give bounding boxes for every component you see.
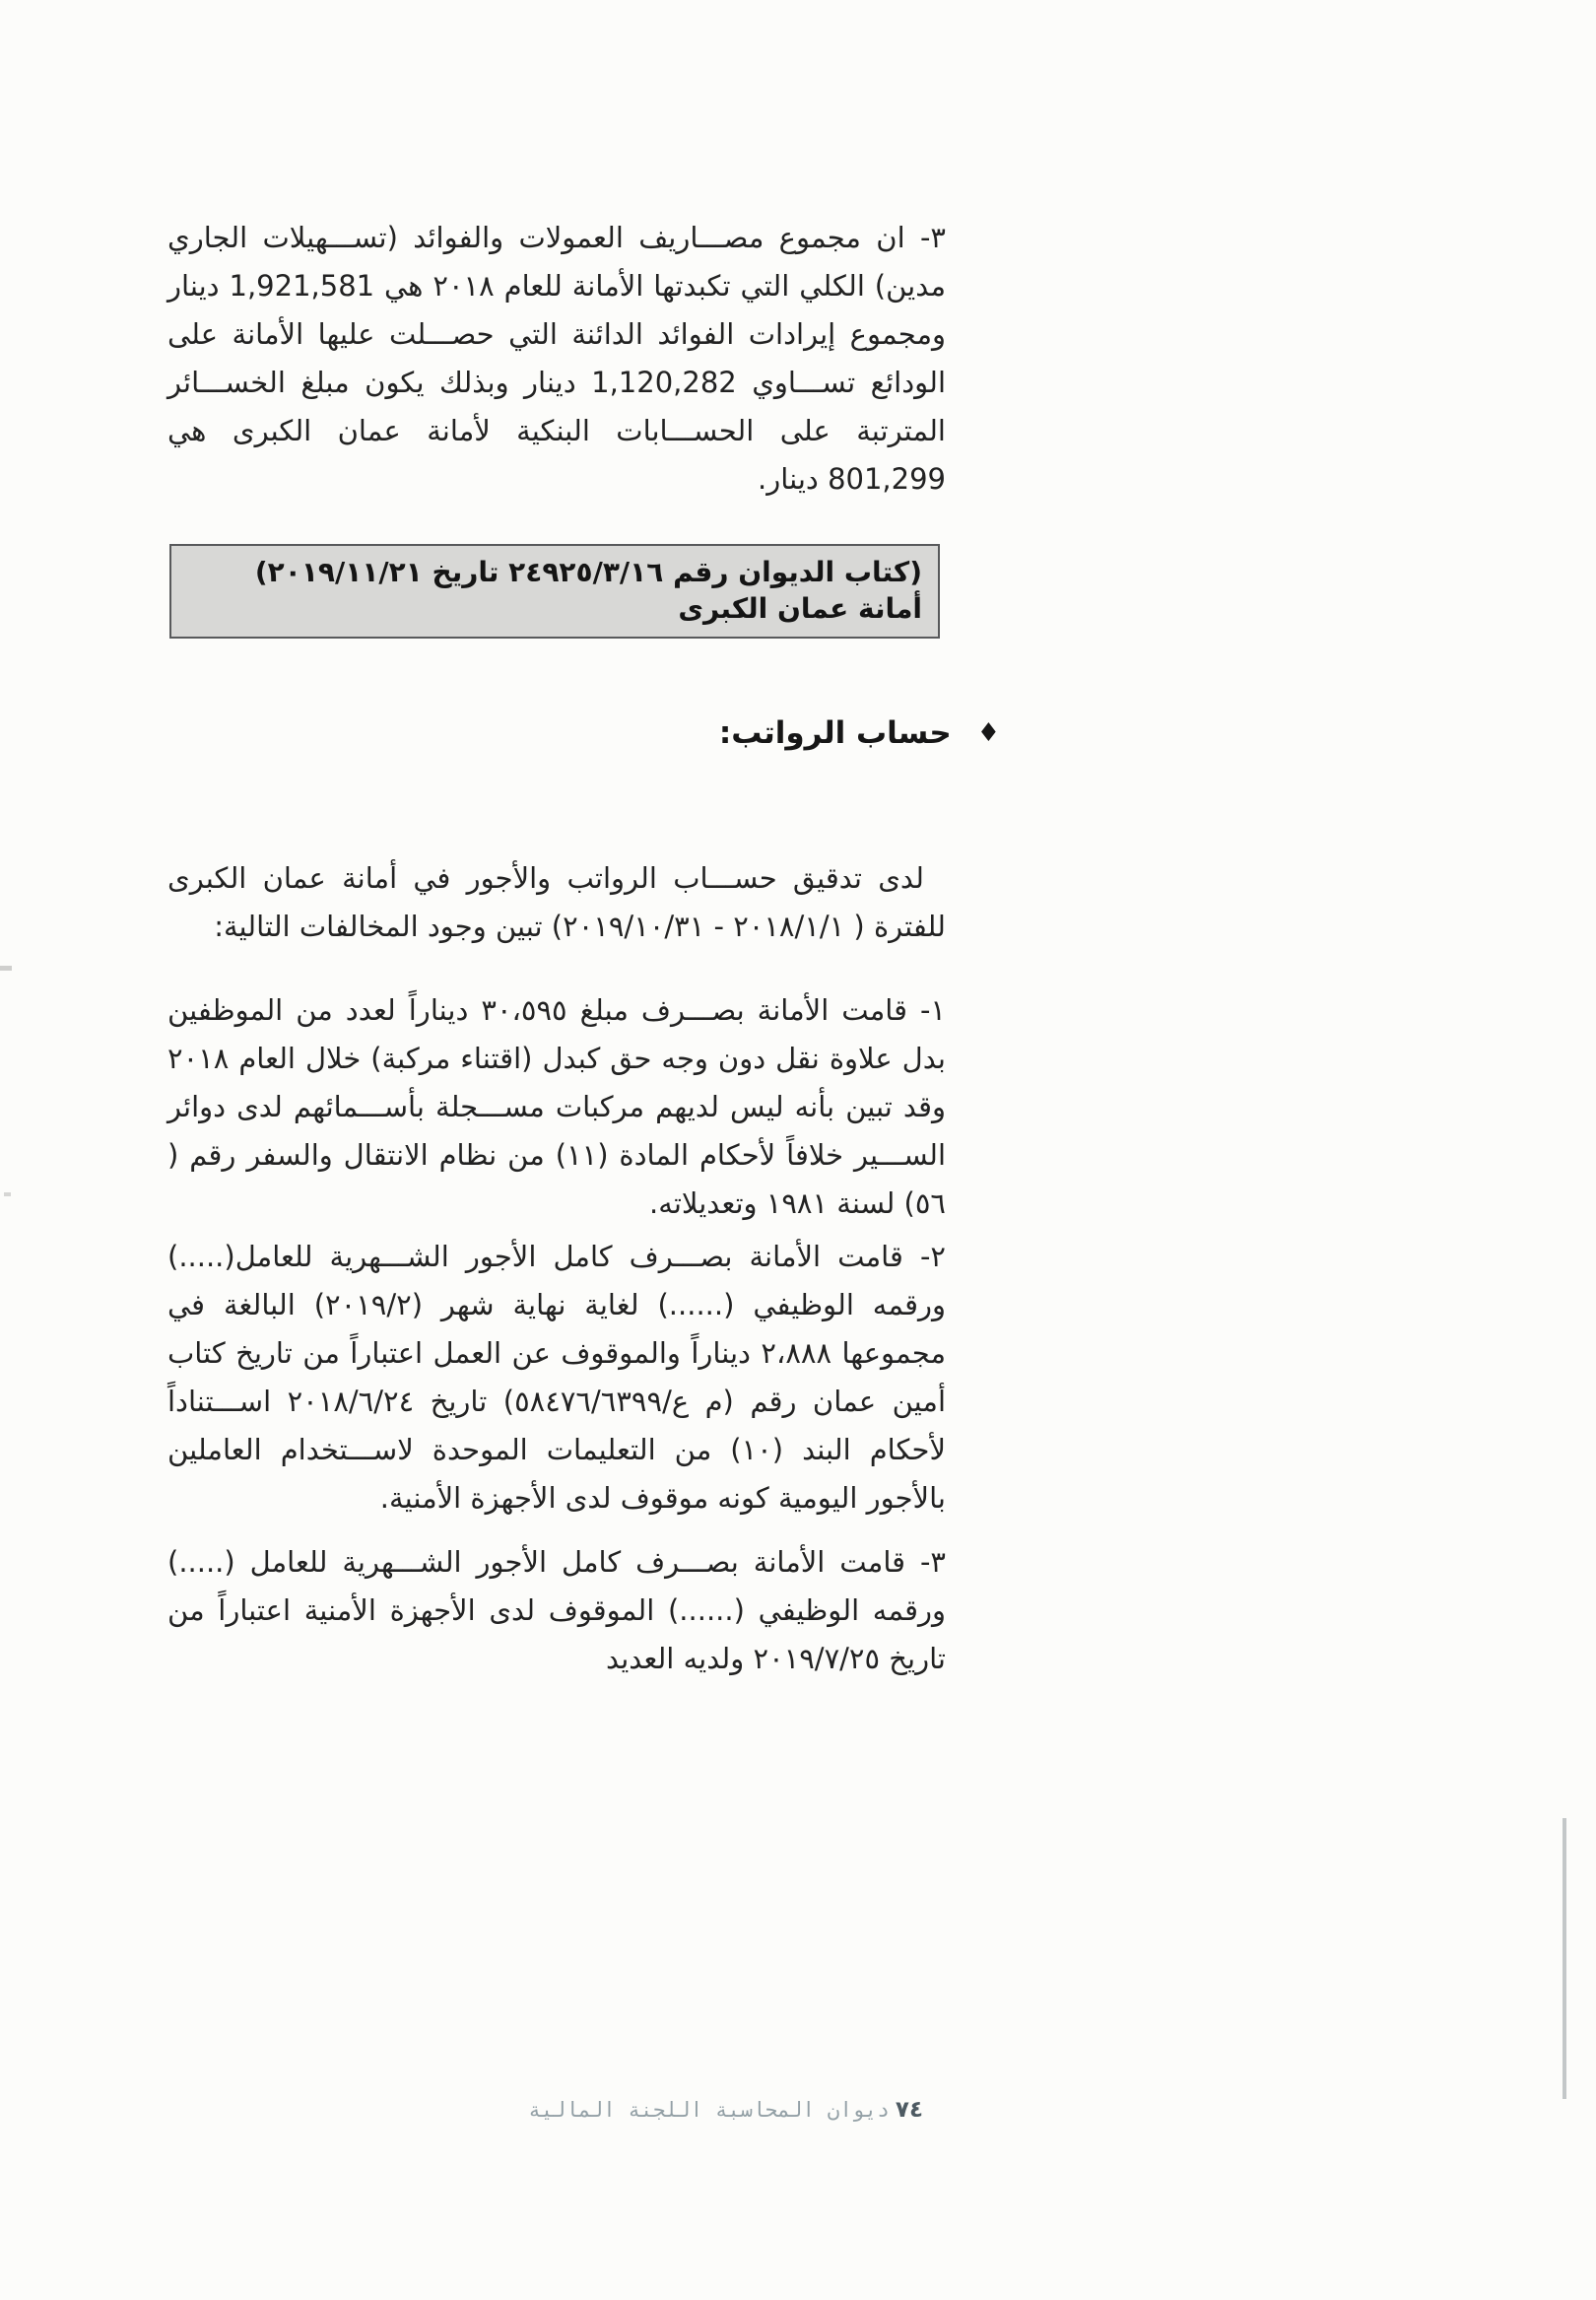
scan-artifact-line bbox=[1563, 1818, 1566, 2099]
page-number: ٧٤ bbox=[895, 2097, 923, 2123]
violation-item-3: ٣- قامت الأمانة بصـــرف كامل الأجور الشـــهرية للعامل (.....) ورقمه الوظيفي (......) الموقوف لدى الأجهزة الأمنية اعتباراً من تاريخ ٢٠١٩/٧/٢٥ ولديه العديد bbox=[167, 1545, 946, 1675]
salaries-heading-label: حساب الرواتب: bbox=[718, 715, 952, 751]
reference-box-line2: أمانة عمان الكبرى bbox=[678, 592, 922, 625]
scan-artifact-speck bbox=[0, 966, 12, 971]
reference-box bbox=[169, 544, 940, 639]
paragraph-bank-losses: ٣- ان مجموع مصـــاريف العمولات والفوائد (تســـهيلات الجاري مدين) الكلي التي تكبدتها الأمانة للعام ٢٠١٨ هي 1,921,581 دينار ومجموع إيرادات الفوائد الدائنة التي حصـــلت عليها الأمانة على الودائع تســـاوي 1,120,282 دينار وبذلك يكون مبلغ الخســـائر المترتبة على الحســـابات البنكية لأمانة عمان الكبرى هي 801,299 دينار. bbox=[167, 221, 947, 496]
salaries-section-heading bbox=[719, 715, 1000, 751]
scan-artifact-speck bbox=[4, 1192, 11, 1196]
footer-label: ديوان المحاسبة اللجنة المالية bbox=[528, 2098, 890, 2122]
intro-paragraph: لدى تدقيق حســـاب الرواتب والأجور في أمانة عمان الكبرى للفترة ( ٢٠١٨/١/١ - ٢٠١٩/١٠/٣١) تبين وجود المخالفات التالية: bbox=[167, 861, 946, 943]
reference-box-line1: (كتاب الديوان رقم ٢٤٩٢٥/٣/١٦ تاريخ ٢٠١٩/١١/٢١) bbox=[254, 556, 922, 588]
diamond-bullet-icon: ♦ bbox=[976, 718, 1000, 748]
page-footer bbox=[528, 2097, 923, 2123]
violation-item-2: ٢- قامت الأمانة بصـــرف كامل الأجور الشـــهرية للعامل(.....) ورقمه الوظيفي (......) لغاية نهاية شهر (٢٠١٩/٢) البالغة في مجموعها ٢،٨٨٨ ديناراً والموقوف عن العمل اعتباراً من تاريخ كتاب أمين عمان رقم (م ع/٥٨٤٧٦/٦٣٩٩) تاريخ ٢٠١٨/٦/٢٤ اســـتناداً لأحكام البند (١٠) من التعليمات الموحدة لاســـتخدام العاملين بالأجور اليومية كونه موقوف لدى الأجهزة الأمنية. bbox=[167, 1240, 947, 1515]
violation-item-1: ١- قامت الأمانة بصـــرف مبلغ ٣٠،٥٩٥ ديناراً لعدد من الموظفين بدل علاوة نقل دون وجه حق كبدل (اقتناء مركبة) خلال العام ٢٠١٨ وقد تبين بأنه ليس لديهم مركبات مســـجلة بأســـمائهم لدى دوائر الســـير خلافاً لأحكام المادة (١١) من نظام الانتقال والسفر رقم ( ٥٦) لسنة ١٩٨١ وتعديلاته. bbox=[167, 993, 946, 1220]
